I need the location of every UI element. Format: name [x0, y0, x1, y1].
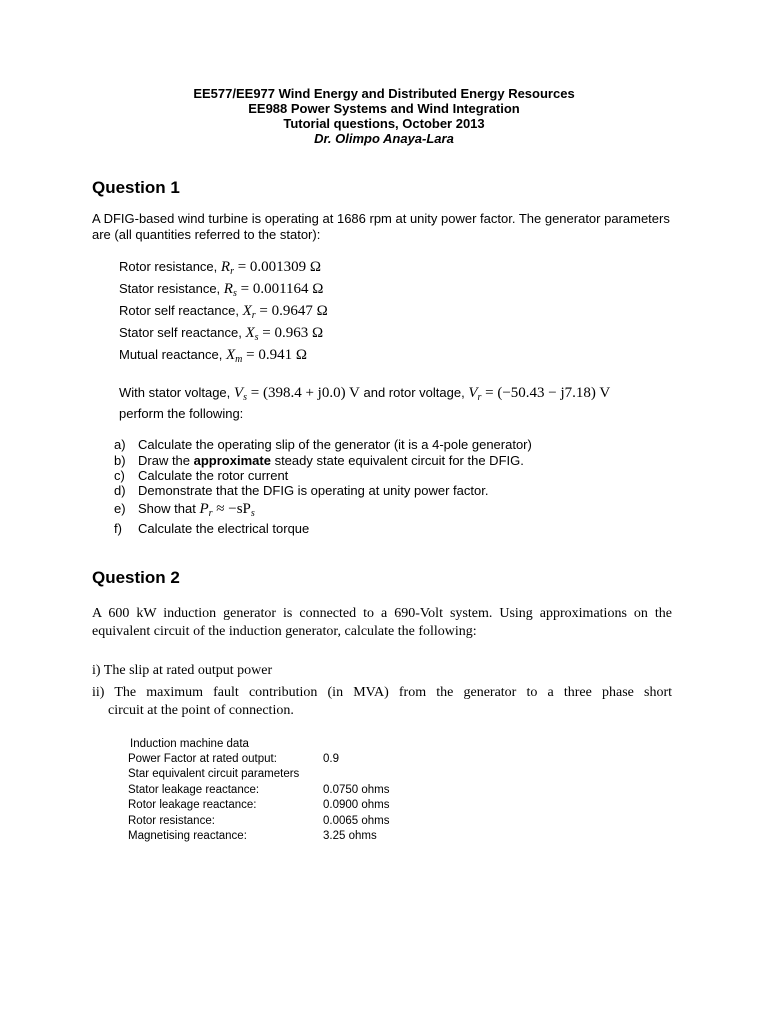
voltage-statement: With stator voltage, $V_s = (398.4 + j0.0)$ V and rotor voltage, $V_r = (-50.43 - j7.18)$ V — [119, 385, 611, 403]
row-label: Magnetising reactance: — [128, 830, 247, 842]
task-label: e) — [114, 501, 126, 516]
param-symbol: X — [242, 303, 252, 319]
row-value: 0.0900 ohms — [323, 799, 390, 811]
param-stator-resistance — [119, 281, 323, 298]
task-text: Demonstrate that the DFIG is operating at unity power factor. — [138, 483, 489, 498]
course-title-1: EE577/EE977 Wind Energy and Distributed Energy Resources — [193, 86, 575, 101]
param-label: Mutual reactance, — [119, 347, 223, 362]
item-2-line-2: circuit at the point of connection. — [108, 703, 294, 718]
author: Dr. Olimpo Anaya-Lara — [314, 131, 454, 146]
param-subscript: m — [235, 354, 243, 365]
voltage-mid: and rotor voltage, — [363, 385, 465, 400]
param-label: Stator self reactance, — [119, 325, 242, 340]
question-2-item-2 — [92, 684, 672, 720]
param-symbol: X — [225, 347, 236, 363]
show-expression: ≈ −sP — [216, 501, 251, 517]
param-symbol: R — [220, 259, 231, 275]
task-label: c) — [114, 468, 125, 483]
question-2-intro: A 600 kW induction generator is connected to a 690-Volt system. Using approximations on the equivalent circuit of the induction generator, calculate the following: — [92, 606, 672, 639]
row-label: Stator leakage reactance: — [128, 784, 260, 796]
param-rotor-resistance — [119, 259, 321, 276]
voltage-lead: With stator voltage, — [119, 385, 231, 400]
table-title: Induction machine data — [130, 738, 249, 750]
row-value: 0.0065 ohms — [323, 815, 390, 827]
task-label: f) — [114, 521, 122, 536]
param-subscript: r — [230, 266, 234, 277]
task-text: Show that — [138, 501, 196, 516]
task-text-tail: steady state equivalent circuit for the DFIG. — [270, 453, 524, 468]
row-value: 0.0750 ohms — [323, 784, 390, 796]
param-label: Stator resistance, — [119, 281, 221, 296]
task-label: a) — [114, 437, 126, 452]
row-label: Power Factor at rated output: — [128, 753, 277, 765]
row-label: Rotor resistance: — [128, 815, 215, 827]
param-subscript: r — [251, 310, 256, 321]
param-value: = 0.941 Ω — [246, 347, 307, 363]
task-text: Draw the — [138, 453, 194, 468]
param-subscript: s — [254, 332, 259, 343]
rotor-voltage: = (−50.43 − j7.18) V — [485, 385, 611, 401]
param-mutual-reactance — [119, 347, 307, 364]
question-1-title: Question 1 — [92, 178, 180, 197]
task-text: Calculate the rotor current — [138, 468, 289, 483]
question-2-item-1: i) The slip at rated output power — [92, 663, 273, 678]
task-text: Calculate the operating slip of the generator (it is a 4-pole generator) — [138, 437, 532, 452]
param-symbol: X — [245, 325, 255, 341]
param-rotor-self-reactance — [119, 303, 328, 320]
param-symbol: R — [223, 281, 233, 297]
question-1-intro: A DFIG-based wind turbine is operating at 1686 rpm at unity power factor. The generator parameters are (all quantities referred to the stator): — [92, 211, 670, 242]
param-label: Rotor self reactance, — [119, 303, 239, 318]
task-text: Calculate the electrical torque — [138, 521, 310, 536]
question-2-title: Question 2 — [92, 568, 180, 587]
stator-voltage: = (398.4 + j0.0) V — [250, 385, 360, 401]
row-value: 0.9 — [323, 753, 339, 765]
row-label: Rotor leakage reactance: — [128, 799, 257, 811]
tutorial-title: Tutorial questions, October 2013 — [283, 116, 485, 131]
param-subscript: s — [232, 288, 237, 299]
item-2-line-1: ii) The maximum fault contribution (in MVA) from the generator to a three phase short — [92, 685, 672, 700]
task-label: d) — [114, 483, 126, 498]
param-value: = 0.001309 Ω — [237, 259, 322, 275]
param-label: Rotor resistance, — [119, 259, 218, 274]
course-title-2: EE988 Power Systems and Wind Integration — [248, 101, 520, 116]
param-value: = 0.963 Ω — [262, 325, 324, 341]
param-value: = 0.001164 Ω — [240, 281, 324, 297]
param-value: = 0.9647 Ω — [259, 303, 328, 319]
row-value: 3.25 ohms — [323, 830, 377, 842]
task-label: b) — [114, 453, 126, 468]
task-emphasis: approximate — [193, 453, 271, 468]
param-stator-self-reactance — [119, 325, 323, 342]
table-subtitle: Star equivalent circuit parameters — [128, 768, 300, 780]
perform-line: perform the following: — [119, 406, 244, 421]
